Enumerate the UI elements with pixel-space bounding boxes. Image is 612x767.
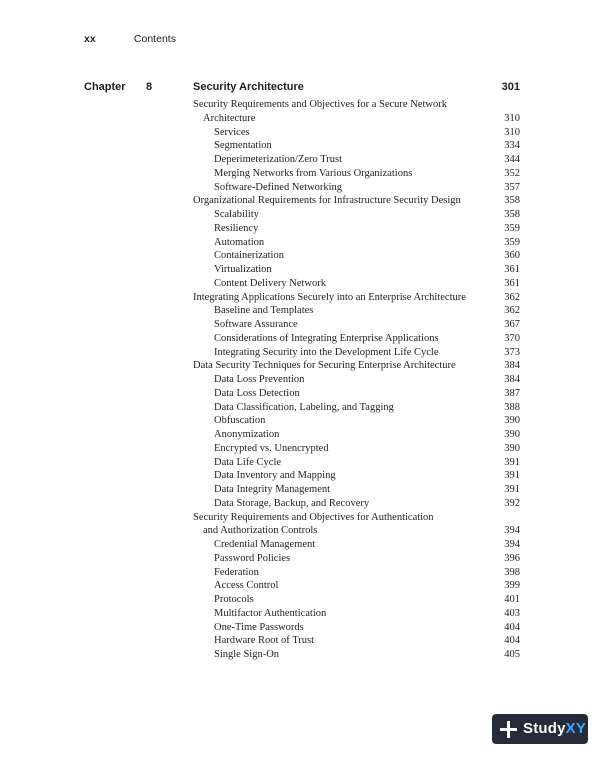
toc-entry <box>193 469 520 483</box>
toc-entry <box>193 552 520 566</box>
toc-entry-page: 344 <box>504 154 520 165</box>
toc-entry-page: 390 <box>504 429 520 440</box>
toc-entry-page: 367 <box>504 319 520 330</box>
toc-entry-title: Virtualization <box>214 264 272 275</box>
toc-entry <box>193 428 520 442</box>
toc-entry-title: and Authorization Controls <box>203 525 318 537</box>
toc-entry-page: 404 <box>504 621 520 633</box>
toc-entry <box>193 359 520 373</box>
toc-entry-page: 394 <box>504 525 520 537</box>
toc-entry-title: Data Inventory and Mapping <box>214 470 336 482</box>
toc-entry <box>193 249 520 263</box>
toc-entry <box>193 483 520 497</box>
toc-entry-page: 373 <box>504 346 520 358</box>
toc-entry <box>193 153 520 167</box>
toc-entry-title: Password Policies <box>214 552 291 564</box>
toc-entry-page: 334 <box>504 140 520 152</box>
toc-entry-title: Data Loss Prevention <box>214 374 305 385</box>
toc-entry-title: Single Sign-On <box>214 649 280 660</box>
toc-entry-page: 390 <box>504 415 520 427</box>
toc-entry-page: 310 <box>504 126 520 138</box>
toc-entry <box>193 194 520 208</box>
toc-entry-title: Data Storage, Backup, and Recovery <box>214 497 370 509</box>
toc-entry-title: Hardware Root of Trust <box>214 635 315 647</box>
toc-entry <box>193 236 520 250</box>
toc-entry-page: 398 <box>504 566 520 578</box>
toc-entry <box>193 291 520 305</box>
plus-icon <box>500 721 517 738</box>
toc-entry <box>193 387 520 401</box>
chapter-label: Chapter <box>84 81 126 93</box>
toc-entry-title: Scalability <box>214 209 259 220</box>
toc-entry-title: Data Life Cycle <box>214 456 282 468</box>
toc-entry-title: Credential Management <box>214 539 316 550</box>
watermark-logo-text: StudyXY <box>523 720 587 737</box>
toc-entry <box>193 538 520 552</box>
toc-entry-title: Obfuscation <box>214 415 266 427</box>
toc-entry <box>193 511 520 525</box>
toc-entry-page: 392 <box>504 497 520 509</box>
toc-entry <box>193 332 520 346</box>
chapter-heading <box>84 80 520 94</box>
toc-entry-title: Access Control <box>214 580 279 592</box>
toc-entry-title: Protocols <box>214 594 254 605</box>
toc-entry <box>193 277 520 291</box>
running-head-section: Contents <box>133 33 176 45</box>
toc-list <box>193 98 520 662</box>
toc-entry-page: 357 <box>504 181 520 193</box>
chapter-number: 8 <box>146 81 153 93</box>
toc-entry-title: Resiliency <box>214 222 259 234</box>
toc-entry <box>193 648 520 662</box>
toc-entry <box>193 524 520 538</box>
toc-entry <box>193 98 520 112</box>
toc-entry-page: 390 <box>504 442 520 454</box>
toc-entry-page: 352 <box>504 167 520 179</box>
studyxy-watermark <box>492 714 588 744</box>
toc-entry <box>193 112 520 126</box>
toc-entry <box>193 456 520 470</box>
toc-entry-title: Integrating Security into the Development Life Cycle <box>214 346 439 358</box>
toc-entry-page: 388 <box>504 401 520 413</box>
toc-entry-title: Federation <box>214 566 259 578</box>
toc-entry <box>193 634 520 648</box>
toc-entry-page: 401 <box>504 594 520 605</box>
toc-entry-page: 384 <box>504 374 520 385</box>
toc-entry-title: Organizational Requirements for Infrastructure Security Design <box>193 195 461 207</box>
toc-entry <box>193 593 520 607</box>
toc-entry <box>193 442 520 456</box>
toc-entry <box>193 222 520 236</box>
toc-entry-page: 394 <box>504 539 520 550</box>
toc-entry-page: 384 <box>504 360 520 372</box>
toc-entry-page: 310 <box>504 112 520 124</box>
toc-entry-page: 359 <box>504 236 520 248</box>
toc-entry-page: 399 <box>504 580 520 592</box>
chapter-title: Security Architecture <box>193 81 304 93</box>
toc-entry-page: 359 <box>504 222 520 234</box>
toc-entry <box>193 139 520 153</box>
toc-entry-title: Security Requirements and Objectives for a Secure Network <box>193 99 447 110</box>
toc-entry <box>193 263 520 277</box>
toc-entry <box>193 167 520 181</box>
toc-entry <box>193 346 520 360</box>
toc-entry <box>193 208 520 222</box>
toc-entry-page: 405 <box>504 649 520 660</box>
page-number: xx <box>84 33 96 45</box>
toc-entry-title: Data Integrity Management <box>214 484 331 495</box>
toc-entry-page: 361 <box>504 277 520 289</box>
toc-entry-page: 358 <box>504 209 520 220</box>
toc-entry-title: Containerization <box>214 250 284 262</box>
chapter-page: 301 <box>501 81 520 93</box>
toc-entry <box>193 607 520 621</box>
toc-entry <box>193 304 520 318</box>
toc-entry-page: 403 <box>504 607 520 619</box>
toc-entry-title: Integrating Applications Securely into an Enterprise Architecture <box>193 291 466 303</box>
toc-entry-page: 362 <box>504 291 520 303</box>
toc-entry-page: 391 <box>504 470 520 482</box>
toc-entry-title: Data Loss Detection <box>214 387 300 399</box>
toc-entry-title: Architecture <box>203 112 256 124</box>
toc-entry <box>193 566 520 580</box>
toc-entry-page: 387 <box>504 387 520 399</box>
toc-entry-title: Encrypted vs. Unencrypted <box>214 442 329 454</box>
toc-entry-page: 360 <box>504 250 520 262</box>
toc-entry <box>193 126 520 140</box>
toc-entry <box>193 579 520 593</box>
toc-entry-title: Anonymization <box>214 429 280 440</box>
toc-entry-page: 404 <box>504 635 520 647</box>
toc-entry-title: Multifactor Authentication <box>214 607 327 619</box>
toc-entry-page: 358 <box>504 195 520 207</box>
toc-entry-title: Automation <box>214 236 265 248</box>
toc-entry-page: 396 <box>504 552 520 564</box>
running-head <box>84 33 176 45</box>
toc-entry-title: Software-Defined Networking <box>214 181 342 193</box>
toc-entry-title: Data Classification, Labeling, and Tagging <box>214 401 394 413</box>
toc-entry <box>193 414 520 428</box>
toc-entry-title: Security Requirements and Objectives for Authentication <box>193 511 434 523</box>
toc-entry-page: 391 <box>504 484 520 495</box>
toc-entry <box>193 497 520 511</box>
toc-entry-title: Content Delivery Network <box>214 277 326 289</box>
toc-entry-title: Services <box>214 126 250 138</box>
toc-entry-page: 361 <box>504 264 520 275</box>
toc-entry-title: Baseline and Templates <box>214 305 314 317</box>
toc-entry <box>193 621 520 635</box>
toc-entry-title: Considerations of Integrating Enterprise Applications <box>214 332 439 344</box>
toc-entry-page: 370 <box>504 332 520 344</box>
toc-entry-page: 362 <box>504 305 520 317</box>
toc-entry-title: Merging Networks from Various Organizations <box>214 167 413 179</box>
toc-entry-page: 391 <box>504 456 520 468</box>
toc-entry-title: Software Assurance <box>214 319 298 330</box>
toc-entry <box>193 181 520 195</box>
toc-entry <box>193 373 520 387</box>
toc-entry-title: Deperimeterization/Zero Trust <box>214 154 343 165</box>
toc-entry-title: Segmentation <box>214 140 272 152</box>
toc-entry <box>193 318 520 332</box>
toc-entry <box>193 401 520 415</box>
toc-entry-title: Data Security Techniques for Securing Enterprise Architecture <box>193 360 456 372</box>
toc-entry-title: One-Time Passwords <box>214 621 304 633</box>
